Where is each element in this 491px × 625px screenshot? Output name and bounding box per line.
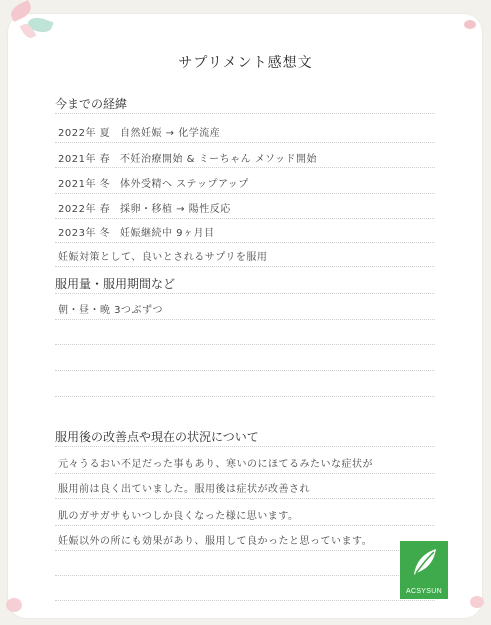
ruled-line — [55, 550, 435, 551]
history-entry — [58, 150, 317, 165]
ruled-line — [55, 498, 435, 499]
entry-text: 不妊治療開始 & ミーちゃん メソッド開始 — [120, 154, 318, 165]
entry-date: 2021年 春 — [58, 154, 111, 165]
comment-line: 肌のガサガサもいつしか良くなった様に思います。 — [58, 511, 299, 522]
ruled-line — [55, 218, 435, 219]
ruled-line — [55, 344, 435, 345]
section-heading-improvements: 服用後の改善点や現在の状況について — [55, 430, 259, 444]
section-heading-dosage: 服用量・服用期間など — [55, 277, 176, 291]
section-heading-history: 今までの経緯 — [55, 97, 128, 111]
comment-line: 元々うるおい不足だった事もあり、寒いのにほてるみたいな症状が — [58, 459, 373, 470]
ruled-line — [55, 473, 435, 474]
ruled-line — [55, 193, 435, 194]
decorative-dot — [470, 596, 484, 608]
dosage-text: 朝・昼・晩 3つぶずつ — [58, 305, 164, 316]
ruled-line — [55, 293, 435, 294]
ruled-line — [55, 242, 435, 243]
entry-text: 妊娠継続中 9ヶ月目 — [120, 228, 215, 239]
comment-line: 妊娠以外の所にも効果があり、服用して良かったと思っています。 — [58, 536, 373, 547]
history-entry — [58, 200, 231, 215]
page-title: サプリメント感想文 — [178, 55, 313, 71]
ruled-line — [55, 446, 435, 447]
ruled-line — [55, 319, 435, 320]
ruled-line — [55, 600, 435, 601]
entry-text: 体外受精へ ステップアップ — [120, 179, 249, 190]
history-entry — [58, 175, 249, 190]
ruled-line — [55, 266, 435, 267]
ruled-line — [55, 167, 435, 168]
ruled-line — [55, 113, 435, 114]
entry-date: 2021年 冬 — [58, 179, 111, 190]
brand-logo — [400, 541, 448, 599]
comment-line: 服用前は良く出ていました。服用後は症状が改善され — [58, 484, 310, 495]
leaf-icon — [410, 547, 438, 577]
ruled-line — [55, 370, 435, 371]
brand-name: ACSYSUN — [406, 588, 442, 595]
entry-date: 2023年 冬 — [58, 228, 111, 239]
ruled-line — [55, 575, 435, 576]
history-entry — [58, 224, 215, 239]
ruled-line — [55, 396, 435, 397]
ruled-line — [55, 142, 435, 143]
decorative-dot — [6, 598, 22, 612]
entry-date: 2022年 春 — [58, 204, 111, 215]
entry-text: 自然妊娠 → 化学流産 — [120, 128, 221, 139]
entry-text: 採卵・移植 → 陽性反応 — [120, 204, 231, 215]
ruled-line — [55, 525, 435, 526]
decorative-dot — [464, 20, 476, 29]
history-entry — [58, 124, 220, 139]
entry-date: 2022年 夏 — [58, 128, 111, 139]
history-note: 妊娠対策として、良いとされるサプリを服用 — [58, 252, 268, 263]
